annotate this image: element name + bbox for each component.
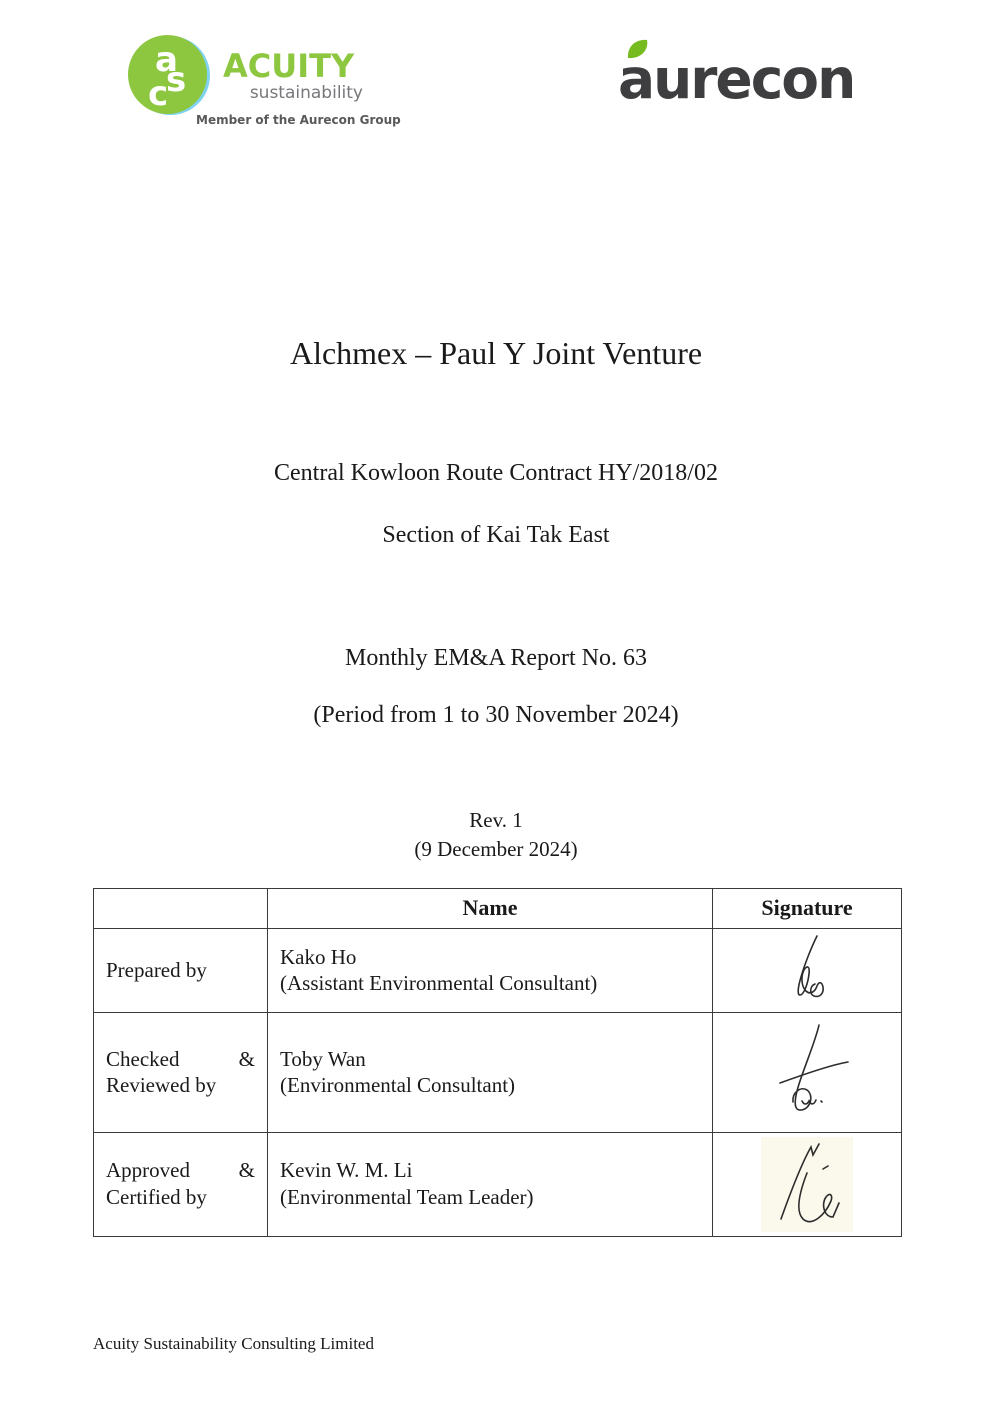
contract-title: Central Kowloon Route Contract HY/2018/02	[274, 460, 718, 486]
role-label-line1: Checked	[106, 1046, 180, 1071]
kako-ho-signature-icon	[781, 933, 833, 1008]
kevin-li-signature-icon	[761, 1137, 853, 1232]
person-name: Kevin W. M. Li	[280, 1158, 413, 1183]
signature-cell	[713, 1132, 902, 1236]
table-row-approved-certified-by	[94, 1132, 902, 1236]
table-row-checked-reviewed-by	[94, 1012, 902, 1132]
section-title: Section of Kai Tak East	[382, 522, 610, 548]
acuity-wordmark: ACUITY	[223, 47, 355, 85]
role-ampersand: &	[238, 1046, 255, 1071]
revision-number: Rev. 1	[469, 808, 523, 832]
role-cell	[94, 1012, 268, 1132]
role-ampersand: &	[238, 1158, 255, 1183]
role-column-header	[94, 889, 268, 929]
toby-wan-signature-icon	[764, 1021, 850, 1124]
revision-date: (9 December 2024)	[414, 837, 578, 861]
person-title: (Environmental Team Leader)	[280, 1185, 534, 1210]
footer-company-name: Acuity Sustainability Consulting Limited	[93, 1334, 374, 1353]
acuity-member-line: Member of the Aurecon Group	[196, 113, 401, 127]
signature-cell	[713, 1012, 902, 1132]
approval-signature-table	[93, 888, 902, 1237]
acuity-sustainability-logo	[128, 35, 401, 128]
asc-monogram-letter-a: a	[155, 40, 178, 80]
signature-column-header: Signature	[713, 889, 902, 929]
role-label: Prepared by	[106, 958, 207, 982]
person-title: (Environmental Consultant)	[280, 1073, 516, 1098]
table-header-row	[94, 889, 902, 929]
report-number-title: Monthly EM&A Report No. 63	[344, 645, 647, 671]
asc-monogram-letter-s: s	[166, 60, 187, 100]
role-cell	[94, 929, 268, 1013]
person-name: Kako Ho	[280, 944, 357, 969]
name-cell	[268, 1012, 713, 1132]
asc-monogram-icon	[128, 35, 209, 116]
role-label-line2: Certified by	[106, 1185, 207, 1210]
report-period: (Period from 1 to 30 November 2024)	[313, 702, 679, 728]
name-column-header: Name	[268, 889, 713, 929]
name-cell	[268, 1132, 713, 1236]
aurecon-wordmark: aurecon	[618, 47, 855, 111]
role-label-line1: Approved	[106, 1158, 190, 1183]
table-row-prepared-by	[94, 929, 902, 1013]
asc-monogram-letter-c: c	[148, 74, 169, 114]
role-label-line2: Reviewed by	[106, 1073, 217, 1098]
joint-venture-title: Alchmex – Paul Y Joint Venture	[289, 335, 703, 371]
role-cell	[94, 1132, 268, 1236]
person-title: (Assistant Environmental Consultant)	[280, 971, 598, 996]
aurecon-logo	[618, 38, 903, 113]
name-cell	[268, 929, 713, 1013]
person-name: Toby Wan	[280, 1046, 366, 1071]
acuity-tagline: sustainability	[249, 83, 363, 103]
signature-cell	[713, 929, 902, 1013]
